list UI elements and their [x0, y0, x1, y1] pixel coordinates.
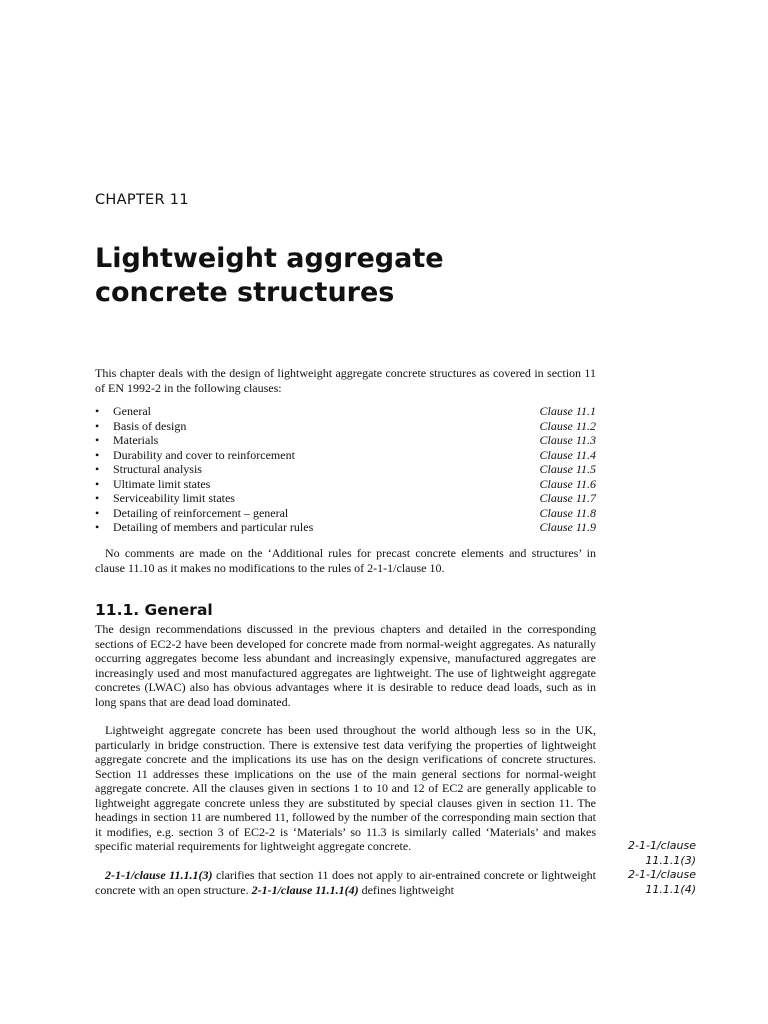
chapter-label: CHAPTER 11: [95, 192, 189, 208]
bullet-icon: •: [95, 491, 100, 505]
clause-ref: Clause 11.6: [539, 476, 596, 491]
bullet-icon: •: [95, 505, 100, 520]
chapter-title: [95, 242, 615, 310]
clause-topic: General: [113, 404, 151, 418]
body-paragraph-2: Lightweight aggregate concrete has been used throughout the world although less so in the UK, particularly in bridge construction. There is extensive test data verifying the properties of lightweight aggregate concrete and the implications its use has on the design verifications of concrete structures. Section 11 addresses these implications on the use of the main general sections for normal-weight aggregate concrete. All the clauses given in sections 1 to 10 and 12 of EC2 are generally applicable to lightweight aggregate concrete unless they are substituted by special clauses given in section 11. The headings in section 11 are numbered 11, followed by the number of the corresponding main section that it modifies, e.g. section 3 of EC2-2 is ‘Materials’ so 11.3 is similarly called ‘Materials’ and makes specific material requirements for lightweight aggregate concrete.: [95, 723, 596, 853]
clause-topic: Materials: [113, 433, 159, 447]
clause-ref: Clause 11.8: [539, 505, 596, 520]
clause-ref: Clause 11.1: [539, 404, 596, 418]
margin-note: [600, 868, 696, 897]
intro-paragraph: This chapter deals with the design of lightweight aggregate concrete structures as covered in section 11 of EN 1992-2 in the following clauses:: [95, 366, 596, 395]
clause-list-item: [95, 419, 596, 434]
section-heading: 11.1. General: [95, 601, 213, 619]
clause-topic: Detailing of reinforcement – general: [113, 505, 289, 520]
clause-reference: 2-1-1/clause 11.1.1(3): [105, 868, 213, 882]
clause-list-item: [95, 477, 596, 492]
clause-list-item: [95, 404, 596, 419]
bullet-icon: •: [95, 462, 100, 476]
clause-topic: Structural analysis: [113, 462, 202, 476]
clause-list-item: [95, 491, 596, 506]
margin-note-line: 11.1.1(4): [645, 882, 696, 896]
no-comments-paragraph: No comments are made on the ‘Additional rules for precast concrete elements and structures’ in clause 11.10 as it makes no modifications to the rules of 2-1-1/clause 10.: [95, 546, 596, 575]
clause-list-item: [95, 433, 596, 448]
bullet-icon: •: [95, 476, 100, 491]
margin-note-line: 2-1-1/clause: [628, 868, 696, 881]
clause-ref: Clause 11.5: [539, 462, 596, 476]
margin-note-line: 2-1-1/clause: [628, 839, 696, 852]
clause-list-item: [95, 462, 596, 477]
bullet-icon: •: [95, 404, 100, 418]
margin-note-line: 11.1.1(3): [645, 853, 696, 867]
clause-ref: Clause 11.9: [539, 520, 596, 534]
clause-ref: Clause 11.4: [539, 447, 596, 462]
body-paragraph-1: The design recommendations discussed in the previous chapters and detailed in the corresponding sections of EC2-2 have been developed for concrete made from normal-weight aggregates. As naturally occurring aggregates become less abundant and increasingly expensive, manufactured aggregates are increasingly used and most manufactured aggregates are lightweight. The use of lightweight aggregate concretes (LWAC) also has obvious advantages where it is desirable to reduce dead loads, such as in long spans that are dead load dominated.: [95, 622, 596, 709]
clause-reference: 2-1-1/clause 11.1.1(4): [251, 882, 359, 897]
bullet-icon: •: [95, 418, 100, 433]
clause-ref: Clause 11.3: [539, 433, 596, 447]
chapter-title-line-2: concrete structures: [95, 277, 395, 308]
chapter-title-line-1: Lightweight aggregate: [95, 243, 444, 274]
clause-ref: Clause 11.7: [539, 491, 596, 505]
clause-topic: Detailing of members and particular rules: [113, 520, 314, 534]
clause-list: [95, 404, 596, 535]
body-paragraph-3: [95, 868, 596, 897]
paragraph-text: defines lightweight: [358, 882, 454, 897]
bullet-icon: •: [95, 447, 100, 462]
clause-ref: Clause 11.2: [539, 418, 596, 433]
clause-topic: Serviceability limit states: [113, 491, 235, 505]
paragraph-text: clarifies that section 11 does not apply to air-entrained concrete or lightweight concrete with an open structure.: [95, 868, 596, 897]
clause-topic: Basis of design: [113, 418, 187, 433]
bullet-icon: •: [95, 433, 100, 447]
clause-list-item: [95, 520, 596, 535]
clause-topic: Ultimate limit states: [113, 476, 211, 491]
margin-note: [600, 839, 696, 868]
bullet-icon: •: [95, 520, 100, 534]
clause-list-item: [95, 448, 596, 463]
clause-list-item: [95, 506, 596, 521]
clause-topic: Durability and cover to reinforcement: [113, 447, 295, 462]
